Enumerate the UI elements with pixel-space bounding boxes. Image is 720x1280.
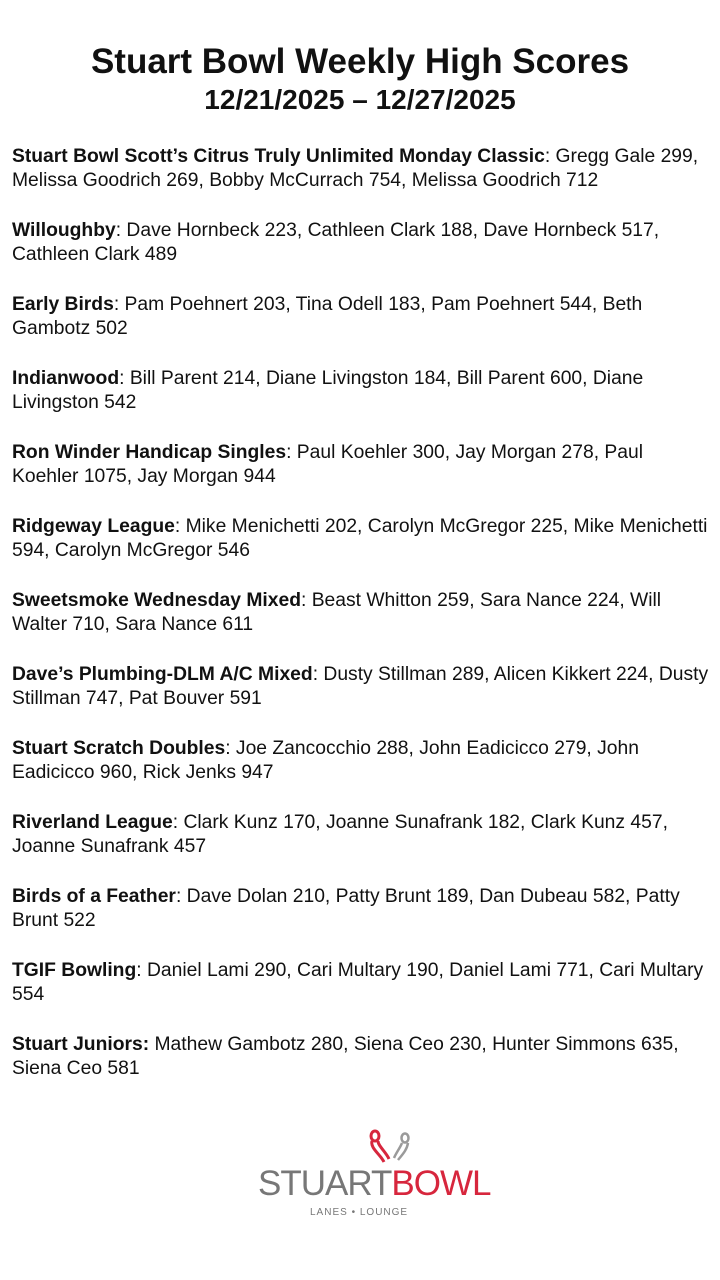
league-scores: Joe Zancocchio 288, John Eadicicco 279, John Eadicicco 960, Rick Jenks 947 <box>12 738 639 783</box>
league-entry <box>12 959 710 1007</box>
league-name: Early Birds <box>12 294 114 315</box>
league-separator: : <box>300 590 307 611</box>
league-entry <box>12 219 710 267</box>
league-scores: Clark Kunz 170, Joanne Sunafrank 182, Clark Kunz 457, Joanne Sunafrank 457 <box>12 812 668 857</box>
league-name: TGIF Bowling <box>12 960 137 981</box>
league-scores: Paul Koehler 300, Jay Morgan 278, Paul Koehler 1075, Jay Morgan 944 <box>12 442 644 487</box>
league-entry <box>12 885 710 933</box>
league-scores: Dave Hornbeck 223, Cathleen Clark 188, Dave Hornbeck 517, Cathleen Clark 489 <box>12 220 660 265</box>
league-separator: : <box>175 886 182 907</box>
league-name: Sweetsmoke Wednesday Mixed <box>12 590 301 611</box>
league-name: Dave’s Plumbing-DLM A/C Mixed <box>12 664 313 685</box>
page-title: Stuart Bowl Weekly High Scores <box>90 42 630 81</box>
logo-word-stuart: STUART <box>258 1164 392 1203</box>
league-name: Indianwood <box>12 368 120 389</box>
league-entry <box>12 1033 710 1081</box>
page-header <box>0 0 720 116</box>
league-name: Riverland League <box>12 812 173 833</box>
league-name: Willoughby <box>12 220 116 241</box>
league-entry <box>12 515 710 563</box>
league-entry <box>12 293 710 341</box>
league-separator: : <box>544 146 551 167</box>
league-separator: : <box>119 368 125 389</box>
league-scores: Gregg Gale 299, Melissa Goodrich 269, Bobby McCurrach 754, Melissa Goodrich 712 <box>12 146 699 191</box>
league-scores: Mathew Gambotz 280, Siena Ceo 230, Hunter Simmons 635, Siena Ceo 581 <box>12 1034 679 1079</box>
league-entry <box>12 663 710 711</box>
league-scores: Dave Dolan 210, Patty Brunt 189, Dan Dubeau 582, Patty Brunt 522 <box>12 886 680 931</box>
league-entry <box>12 589 710 637</box>
league-entry <box>12 737 710 785</box>
league-separator: : <box>312 664 319 685</box>
league-entry <box>12 811 710 859</box>
league-name: Ron Winder Handicap Singles <box>12 442 287 463</box>
league-separator: : <box>115 220 122 241</box>
logo-subtitle: LANES • LOUNGE <box>310 1207 409 1218</box>
league-name: Stuart Scratch Doubles <box>12 738 226 759</box>
league-entry <box>12 367 710 415</box>
date-range: 12/21/2025 – 12/27/2025 <box>204 84 516 115</box>
league-name: Ridgeway League <box>12 516 175 537</box>
logo-word-bowl: BOWL <box>391 1164 491 1203</box>
league-entry <box>12 441 710 489</box>
league-separator: : <box>172 812 179 833</box>
league-scores: Beast Whitton 259, Sara Nance 224, Will Walter 710, Sara Nance 611 <box>12 590 662 635</box>
league-name: Birds of a Feather <box>12 886 176 907</box>
league-name: Stuart Bowl Scott’s Citrus Truly Unlimited Monday Classic <box>12 146 545 167</box>
logo-wordmark <box>258 1166 490 1202</box>
league-scores: Mike Menichetti 202, Carolyn McGregor 225, Mike Menichetti 594, Carolyn McGregor 546 <box>12 516 708 561</box>
league-separator: : <box>174 516 181 537</box>
league-scores: Bill Parent 214, Diane Livingston 184, Bill Parent 600, Diane Livingston 542 <box>12 368 644 413</box>
league-separator: : <box>286 442 292 463</box>
league-list <box>12 145 710 1107</box>
league-entry <box>12 145 710 193</box>
league-separator: : <box>113 294 120 315</box>
league-scores: Pam Poehnert 203, Tina Odell 183, Pam Poehnert 544, Beth Gambotz 502 <box>12 294 643 339</box>
league-name: Stuart Juniors: <box>12 1034 150 1055</box>
stuart-bowl-logo <box>250 1128 491 1223</box>
league-scores: Daniel Lami 290, Cari Multary 190, Daniel Lami 771, Cari Multary 554 <box>12 960 704 1005</box>
league-separator: : <box>225 738 231 759</box>
league-separator: : <box>136 960 142 981</box>
league-scores: Dusty Stillman 289, Alicen Kikkert 224, Dusty Stillman 747, Pat Bouver 591 <box>12 664 709 709</box>
